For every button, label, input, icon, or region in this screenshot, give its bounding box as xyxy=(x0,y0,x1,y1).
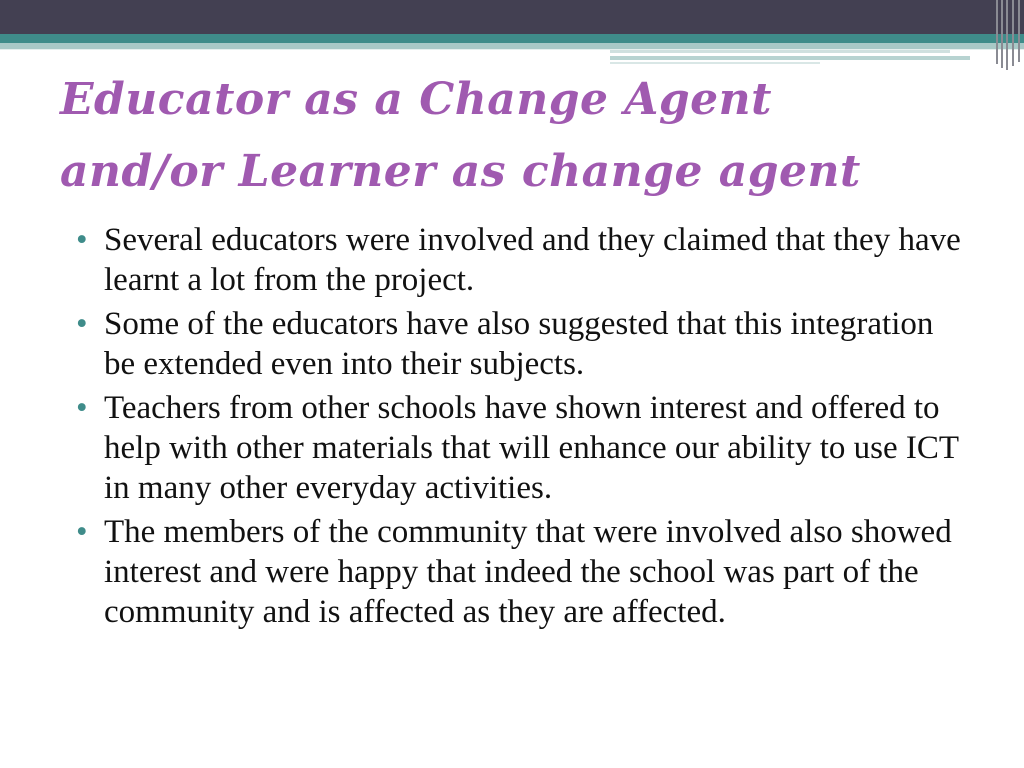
slide-title xyxy=(60,64,1000,208)
stripe xyxy=(1006,0,1008,70)
header-dark-band xyxy=(0,0,1024,34)
bullet-text: Some of the educators have also suggested that this integration be extended even into their subjects. xyxy=(104,306,934,382)
slide-title-line-1: Educator as a Change Agent xyxy=(60,74,772,125)
bullet-item xyxy=(70,388,970,508)
corner-stripes xyxy=(994,0,1024,70)
header-teal-band xyxy=(0,34,1024,43)
stripe xyxy=(1001,0,1003,68)
header-accent-line xyxy=(610,56,970,60)
bullet-list xyxy=(70,220,970,636)
bullet-icon: • xyxy=(76,306,88,342)
bullet-text: Several educators were involved and they claimed that they have learnt a lot from the project. xyxy=(104,222,961,298)
bullet-icon: • xyxy=(76,390,88,426)
slide-title-line-2: and/or Learner as change agent xyxy=(60,146,861,197)
header-accent-line xyxy=(610,50,950,53)
bullet-item xyxy=(70,304,970,384)
stripe xyxy=(1012,0,1014,66)
stripe xyxy=(996,0,998,64)
bullet-item xyxy=(70,220,970,300)
bullet-icon: • xyxy=(76,222,88,258)
bullet-item xyxy=(70,512,970,632)
bullet-text: The members of the community that were involved also showed interest and were happy that indeed the school was part of the community and is affected as they are affected. xyxy=(104,514,952,630)
stripe xyxy=(1018,0,1020,62)
bullet-text: Teachers from other schools have shown interest and offered to help with other materials that will enhance our ability to use ICT in many other everyday activities. xyxy=(104,390,959,506)
bullet-icon: • xyxy=(76,514,88,550)
